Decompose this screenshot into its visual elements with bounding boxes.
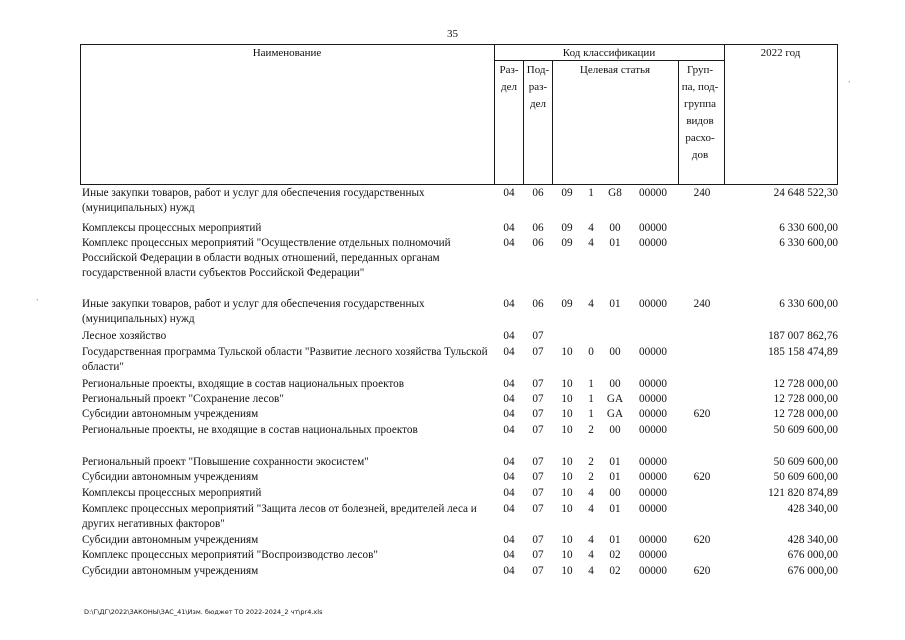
code-cell-t3: GA bbox=[606, 408, 624, 420]
amount-cell: 12 728 000,00 bbox=[773, 393, 838, 405]
code-cell-t4: 00000 bbox=[639, 222, 667, 234]
code-cell-r: 04 bbox=[503, 237, 515, 249]
code-cell-r: 04 bbox=[503, 456, 515, 468]
code-cell-t3: GA bbox=[606, 393, 624, 405]
code-cell-t2: 4 bbox=[588, 222, 594, 234]
header-name: Наименование bbox=[252, 47, 322, 59]
code-cell-g: 620 bbox=[693, 534, 711, 546]
amount-cell: 6 330 600,00 bbox=[779, 222, 838, 234]
row-name: Субсидии автономным учреждениям bbox=[82, 534, 259, 546]
code-cell-t1: 10 bbox=[561, 424, 573, 436]
rule bbox=[837, 44, 838, 185]
code-cell-r: 04 bbox=[503, 222, 515, 234]
code-cell-t2: 4 bbox=[588, 237, 594, 249]
header-subsection: Под- раз- дел bbox=[526, 64, 550, 111]
code-cell-p: 06 bbox=[532, 222, 544, 234]
code-cell-t3: 01 bbox=[609, 503, 621, 515]
table-header bbox=[80, 44, 838, 185]
code-cell-t1: 10 bbox=[561, 503, 573, 515]
row-name: Государственная программа Тульской области "Развитие лесного хозяйства Тульской области" bbox=[82, 346, 488, 374]
row-name: Субсидии автономным учреждениям bbox=[82, 471, 259, 483]
code-cell-t3: 02 bbox=[609, 565, 621, 577]
code-cell-r: 04 bbox=[503, 187, 515, 199]
code-cell-r: 04 bbox=[503, 471, 515, 483]
row-name: Комплекс процессных мероприятий "Осуществление отдельных полномочий Российской Федерации в области водных отношений, переданных органам государственной власти субъектов Российской Федерации" bbox=[82, 237, 451, 280]
amount-cell: 50 609 600,00 bbox=[773, 456, 838, 468]
row-name: Комплекс процессных мероприятий "Защита лесов от болезней, вредителей леса и других негативных факторов" bbox=[82, 503, 477, 531]
code-cell-t4: 00000 bbox=[639, 503, 667, 515]
code-cell-t1: 10 bbox=[561, 487, 573, 499]
code-cell-t1: 09 bbox=[561, 298, 573, 310]
code-cell-t4: 00000 bbox=[639, 471, 667, 483]
code-cell-t4: 00000 bbox=[639, 456, 667, 468]
amount-cell: 6 330 600,00 bbox=[779, 298, 838, 310]
code-cell-t3: 01 bbox=[609, 456, 621, 468]
code-cell-r: 04 bbox=[503, 565, 515, 577]
code-cell-t3: 01 bbox=[609, 471, 621, 483]
row-name: Региональные проекты, не входящие в состав национальных проектов bbox=[82, 424, 418, 436]
row-name: Региональные проекты, входящие в состав национальных проектов bbox=[82, 378, 404, 390]
code-cell-t4: 00000 bbox=[639, 424, 667, 436]
code-cell-t4: 00000 bbox=[639, 549, 667, 561]
code-cell-r: 04 bbox=[503, 378, 515, 390]
code-cell-t2: 4 bbox=[588, 487, 594, 499]
code-cell-g: 620 bbox=[693, 471, 711, 483]
code-cell-p: 07 bbox=[532, 346, 544, 358]
code-cell-t3: 00 bbox=[609, 378, 621, 390]
code-cell-t3: 00 bbox=[609, 487, 621, 499]
amount-cell: 6 330 600,00 bbox=[779, 237, 838, 249]
code-cell-t4: 00000 bbox=[639, 237, 667, 249]
code-cell-t2: 1 bbox=[588, 187, 594, 199]
code-cell-t3: 01 bbox=[609, 298, 621, 310]
rule bbox=[80, 44, 81, 185]
code-cell-t4: 00000 bbox=[639, 565, 667, 577]
code-cell-t1: 10 bbox=[561, 471, 573, 483]
code-cell-r: 04 bbox=[503, 330, 515, 342]
code-cell-t4: 00000 bbox=[639, 408, 667, 420]
file-path: D:\Г\ДГ\2022\ЗАКОНЫ\ЗАС_41\Изм. бюджет ТО 2022-2024_2 чт\pr4.xls bbox=[84, 608, 323, 616]
amount-cell: 185 158 474,89 bbox=[768, 346, 838, 358]
code-cell-p: 07 bbox=[532, 487, 544, 499]
amount-cell: 187 007 862,76 bbox=[768, 330, 838, 342]
code-cell-t3: 01 bbox=[609, 534, 621, 546]
scan-mark: ˋ bbox=[36, 298, 39, 307]
code-cell-p: 07 bbox=[532, 565, 544, 577]
code-cell-g: 240 bbox=[693, 298, 711, 310]
code-cell-t2: 1 bbox=[588, 408, 594, 420]
code-cell-t1: 10 bbox=[561, 534, 573, 546]
amount-cell: 676 000,00 bbox=[787, 565, 838, 577]
code-cell-t2: 0 bbox=[588, 346, 594, 358]
code-cell-t1: 09 bbox=[561, 237, 573, 249]
code-cell-p: 06 bbox=[532, 298, 544, 310]
row-name: Иные закупки товаров, работ и услуг для обеспечения государственных (муниципальных) нужд bbox=[82, 187, 425, 215]
code-cell-t4: 00000 bbox=[639, 187, 667, 199]
amount-cell: 50 609 600,00 bbox=[773, 424, 838, 436]
code-cell-p: 07 bbox=[532, 424, 544, 436]
code-cell-r: 04 bbox=[503, 393, 515, 405]
header-year: 2022 год bbox=[760, 47, 801, 59]
code-cell-t2: 1 bbox=[588, 393, 594, 405]
code-cell-t2: 2 bbox=[588, 424, 594, 436]
code-cell-t1: 10 bbox=[561, 456, 573, 468]
code-cell-t3: 00 bbox=[609, 346, 621, 358]
code-cell-t3: 01 bbox=[609, 237, 621, 249]
row-name: Субсидии автономным учреждениям bbox=[82, 565, 259, 577]
code-cell-p: 07 bbox=[532, 408, 544, 420]
code-cell-t1: 09 bbox=[561, 187, 573, 199]
code-cell-t4: 00000 bbox=[639, 534, 667, 546]
amount-cell: 676 000,00 bbox=[787, 549, 838, 561]
code-cell-p: 06 bbox=[532, 187, 544, 199]
code-cell-r: 04 bbox=[503, 549, 515, 561]
code-cell-t2: 4 bbox=[588, 298, 594, 310]
code-cell-p: 07 bbox=[532, 549, 544, 561]
code-cell-t2: 2 bbox=[588, 456, 594, 468]
code-cell-t3: G8 bbox=[608, 187, 622, 199]
scan-mark: ˋ bbox=[848, 80, 851, 89]
code-cell-t1: 10 bbox=[561, 393, 573, 405]
code-cell-t1: 10 bbox=[561, 565, 573, 577]
code-cell-p: 06 bbox=[532, 237, 544, 249]
row-name: Субсидии автономным учреждениям bbox=[82, 408, 259, 420]
header-section: Раз- дел bbox=[499, 64, 519, 94]
code-cell-t1: 10 bbox=[561, 346, 573, 358]
code-cell-p: 07 bbox=[532, 378, 544, 390]
row-name: Иные закупки товаров, работ и услуг для обеспечения государственных (муниципальных) нужд bbox=[82, 298, 425, 326]
code-cell-r: 04 bbox=[503, 408, 515, 420]
code-cell-t3: 00 bbox=[609, 222, 621, 234]
page-number: 35 bbox=[447, 28, 458, 40]
rule bbox=[724, 44, 725, 185]
code-cell-t1: 10 bbox=[561, 378, 573, 390]
row-name: Лесное хозяйство bbox=[82, 330, 167, 342]
code-cell-t1: 10 bbox=[561, 549, 573, 561]
amount-cell: 12 728 000,00 bbox=[773, 408, 838, 420]
code-cell-g: 620 bbox=[693, 565, 711, 577]
code-cell-t4: 00000 bbox=[639, 487, 667, 499]
row-name: Комплекс процессных мероприятий "Воспроизводство лесов" bbox=[82, 549, 378, 561]
code-cell-t4: 00000 bbox=[639, 298, 667, 310]
row-name: Комплексы процессных мероприятий bbox=[82, 222, 262, 234]
header-group: Груп- па, под- группа видов расхо- дов bbox=[681, 64, 719, 162]
code-cell-p: 07 bbox=[532, 330, 544, 342]
amount-cell: 24 648 522,30 bbox=[773, 187, 838, 199]
amount-cell: 121 820 874,89 bbox=[768, 487, 838, 499]
code-cell-t2: 4 bbox=[588, 503, 594, 515]
code-cell-t1: 10 bbox=[561, 408, 573, 420]
code-cell-g: 240 bbox=[693, 187, 711, 199]
amount-cell: 50 609 600,00 bbox=[773, 471, 838, 483]
code-cell-t2: 2 bbox=[588, 471, 594, 483]
row-name: Региональный проект "Сохранение лесов" bbox=[82, 393, 284, 405]
code-cell-r: 04 bbox=[503, 534, 515, 546]
code-cell-t2: 1 bbox=[588, 378, 594, 390]
code-cell-t4: 00000 bbox=[639, 346, 667, 358]
code-cell-r: 04 bbox=[503, 487, 515, 499]
code-cell-p: 07 bbox=[532, 393, 544, 405]
code-cell-t3: 00 bbox=[609, 424, 621, 436]
code-cell-r: 04 bbox=[503, 298, 515, 310]
code-cell-t4: 00000 bbox=[639, 393, 667, 405]
header-code: Код классификации bbox=[562, 47, 656, 59]
code-cell-g: 620 bbox=[693, 408, 711, 420]
code-cell-p: 07 bbox=[532, 534, 544, 546]
code-cell-t2: 4 bbox=[588, 549, 594, 561]
row-name: Региональный проект "Повышение сохранности экосистем" bbox=[82, 456, 369, 468]
code-cell-t3: 02 bbox=[609, 549, 621, 561]
code-cell-p: 07 bbox=[532, 471, 544, 483]
code-cell-t2: 4 bbox=[588, 565, 594, 577]
rule bbox=[678, 60, 679, 185]
code-cell-t1: 09 bbox=[561, 222, 573, 234]
amount-cell: 428 340,00 bbox=[787, 534, 838, 546]
amount-cell: 428 340,00 bbox=[787, 503, 838, 515]
code-cell-p: 07 bbox=[532, 503, 544, 515]
code-cell-t2: 4 bbox=[588, 534, 594, 546]
code-cell-p: 07 bbox=[532, 456, 544, 468]
code-cell-r: 04 bbox=[503, 503, 515, 515]
code-cell-r: 04 bbox=[503, 424, 515, 436]
code-cell-r: 04 bbox=[503, 346, 515, 358]
row-name: Комплексы процессных мероприятий bbox=[82, 487, 262, 499]
amount-cell: 12 728 000,00 bbox=[773, 378, 838, 390]
code-cell-t4: 00000 bbox=[639, 378, 667, 390]
header-target: Целевая статья bbox=[579, 64, 651, 76]
